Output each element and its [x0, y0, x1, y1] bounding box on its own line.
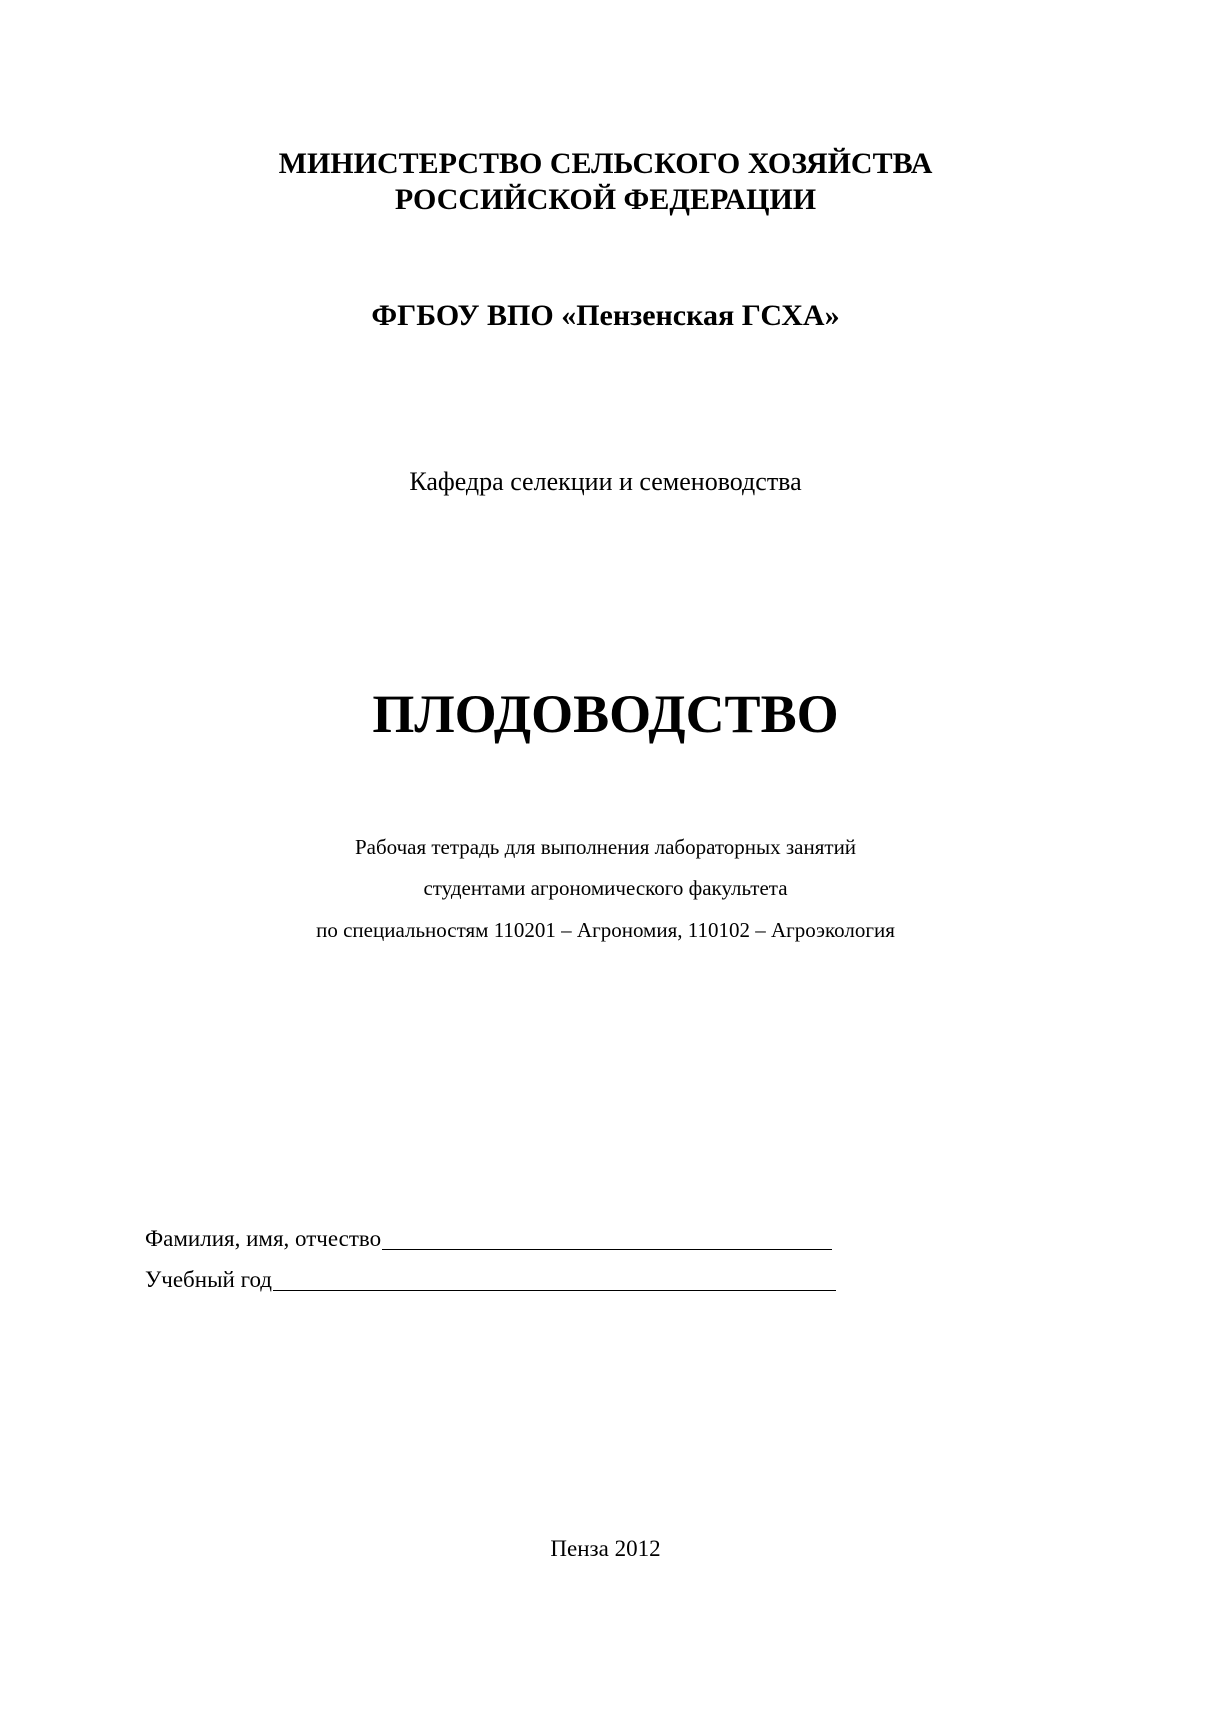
student-name-label: Фамилия, имя, отчество [145, 1226, 382, 1251]
subtitle-line-1: Рабочая тетрадь для выполнения лабораторных занятий [354, 835, 857, 859]
subtitle-line-3: по специальностям 110201 – Агрономия, 110102 – Агроэкология [316, 918, 895, 942]
student-name-field [145, 1224, 832, 1254]
student-name-blank-line [382, 1227, 832, 1250]
ministry-name-line2: РОССИЙСКОЙ ФЕДЕРАЦИИ [394, 183, 817, 216]
academic-year-field [145, 1265, 836, 1295]
document-title: ПЛОДОВОДСТВО [372, 684, 839, 744]
academic-year-blank-line [273, 1268, 836, 1291]
institution-name: ФГБОУ ВПО «Пензенская ГСХА» [371, 299, 840, 332]
city-year: Пенза 2012 [550, 1536, 661, 1561]
academic-year-label: Учебный год [145, 1267, 272, 1292]
subtitle-line-2: студентами агрономического факультета [423, 876, 788, 900]
ministry-name-line1: МИНИСТЕРСТВО СЕЛЬСКОГО ХОЗЯЙСТВА [278, 147, 933, 180]
department-name: Кафедра селекции и семеноводства [409, 467, 802, 496]
